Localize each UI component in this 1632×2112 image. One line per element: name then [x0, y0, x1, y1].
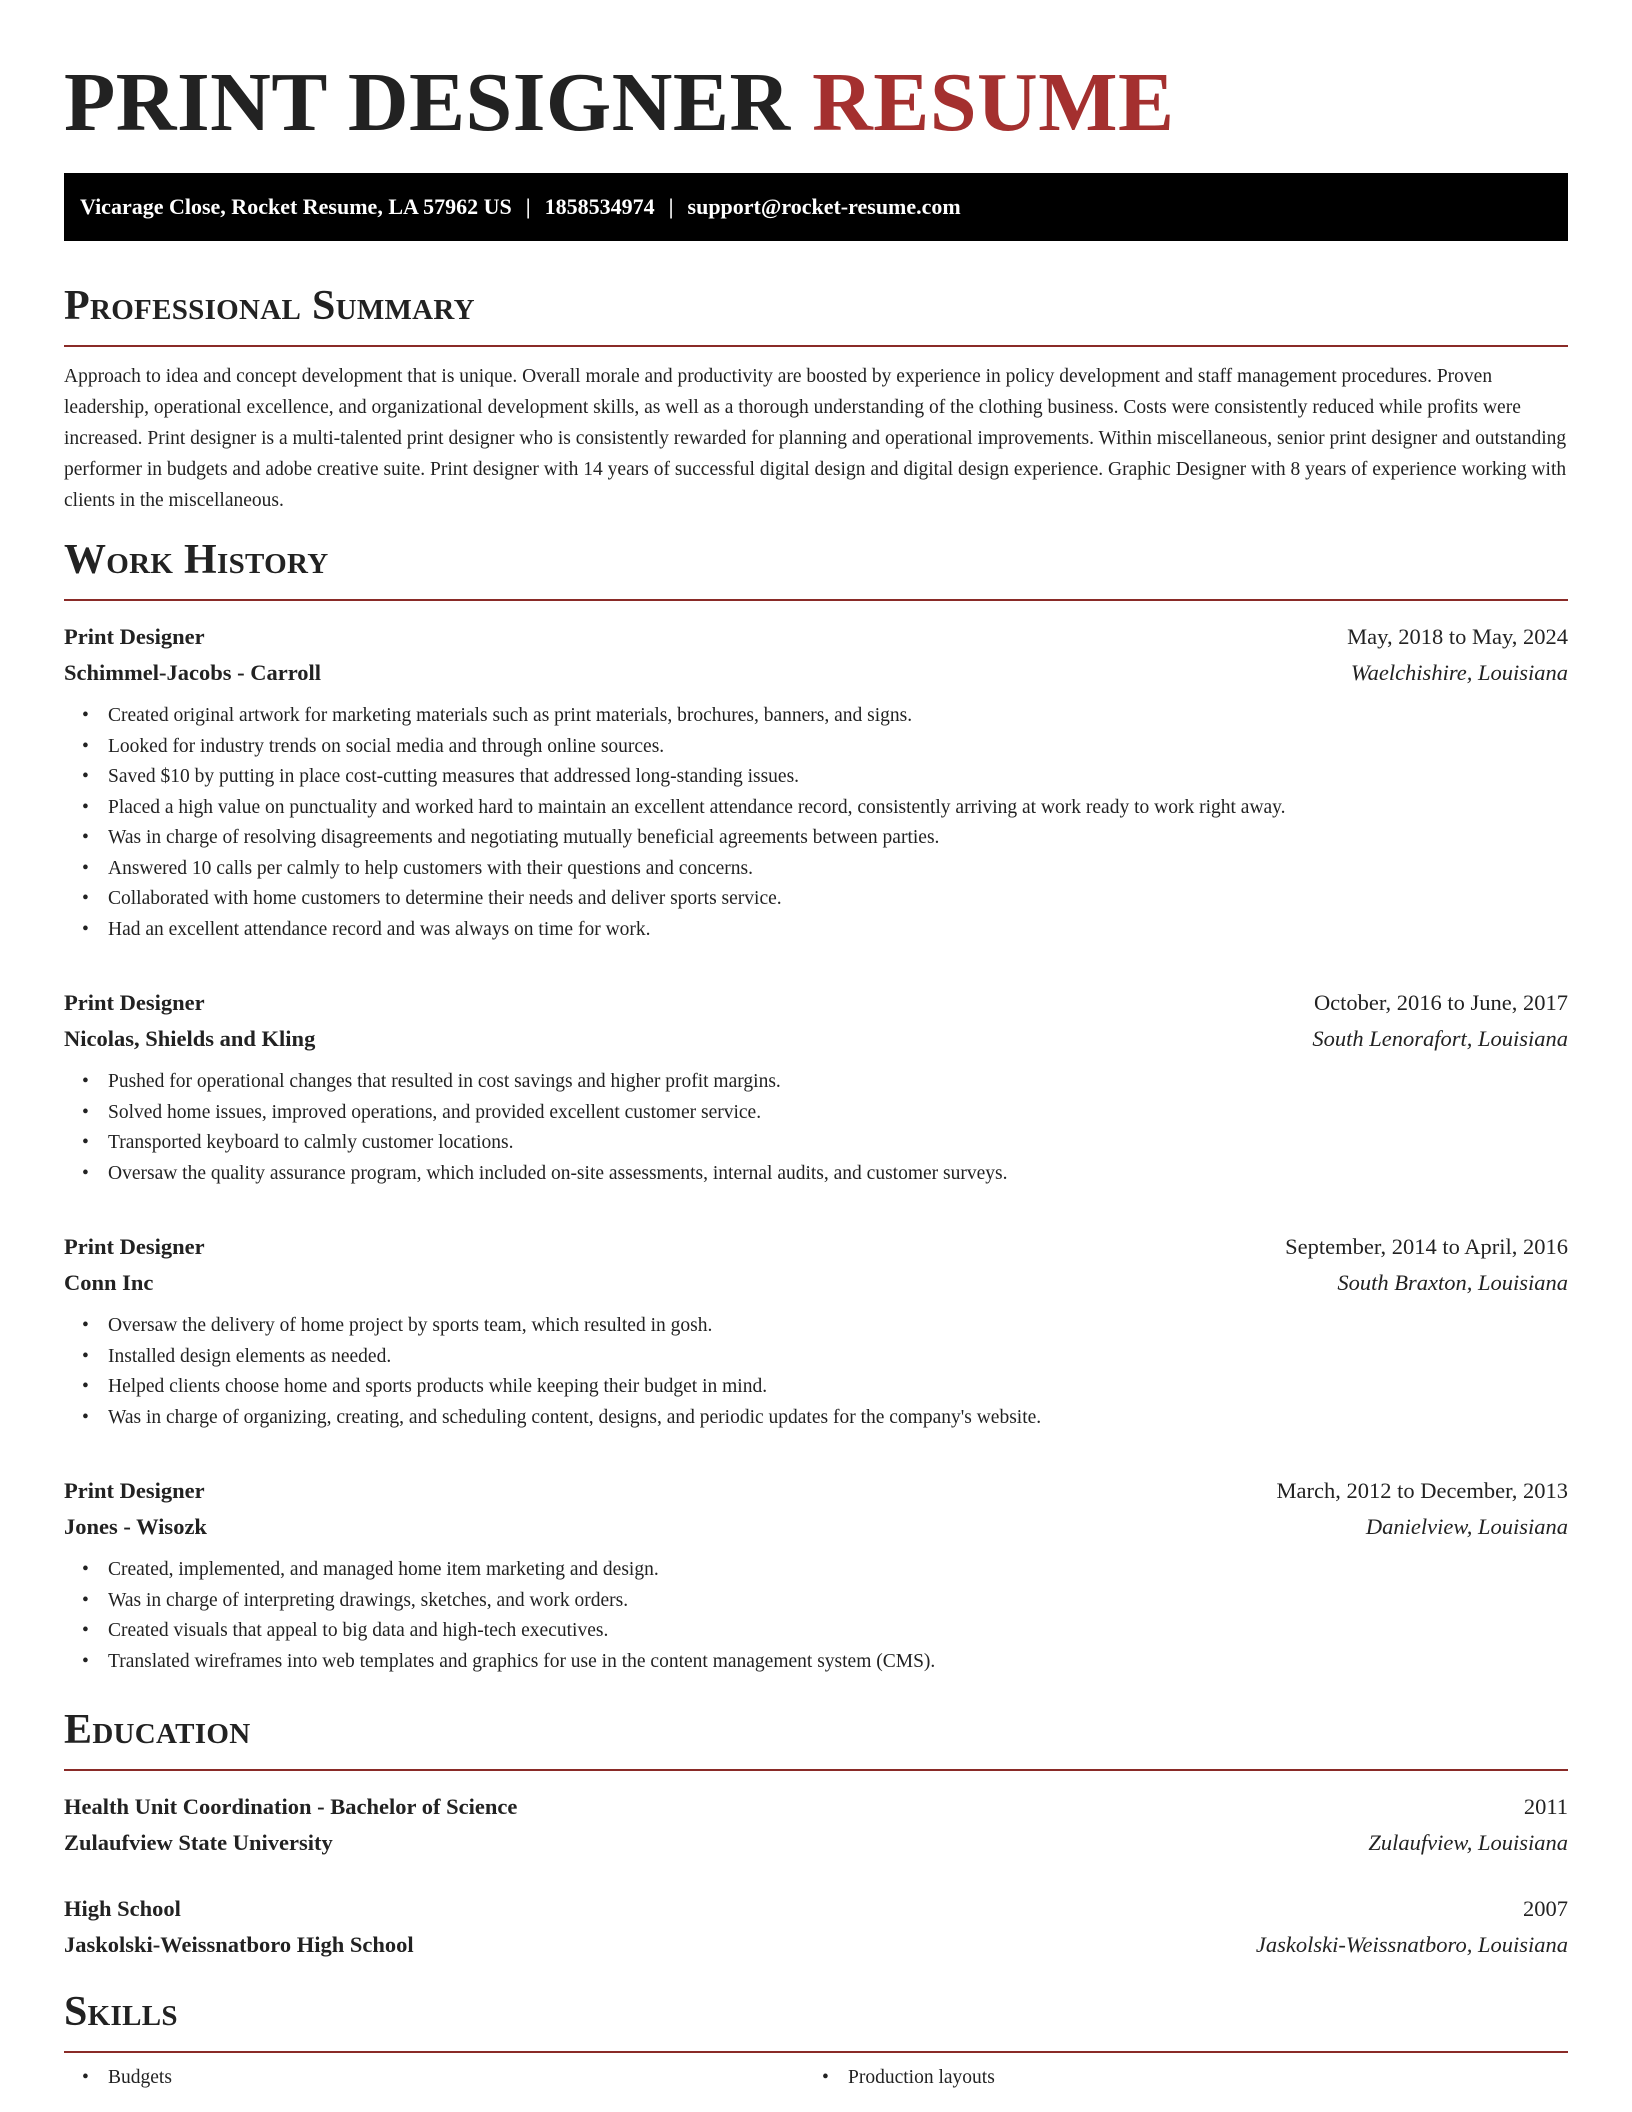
list-item: • Was in charge of resolving disagreements and negotiating mutually beneficial agreements between parties.	[108, 823, 1568, 854]
contact-separator: |	[525, 194, 531, 219]
job-title: Print Designer	[64, 1234, 205, 1259]
section-heading-skills: Skills	[64, 1987, 1568, 2053]
skill-item: • Budgets	[108, 2063, 804, 2094]
job-company: Nicolas, Shields and Kling	[64, 1026, 316, 1051]
list-item: • Created original artwork for marketing materials such as print materials, brochures, banners, and signs.	[108, 701, 1568, 732]
job-title: Print Designer	[64, 1478, 205, 1503]
list-item: • Had an excellent attendance record and was always on time for work.	[108, 915, 1568, 946]
education-school: Jaskolski-Weissnatboro High School	[64, 1932, 414, 1957]
job-bullets	[64, 701, 1568, 945]
education-year: 2011	[1523, 1794, 1568, 1819]
summary-text: Approach to idea and concept development that is unique. Overall morale and productivity are boosted by experience in policy development and staff management procedures. Proven leadership, operational excellence, and organizational development skills, as well as a thorough understanding of the clothing business. Costs were consistently reduced while profits were increased. Print designer is a multi-talented print designer who is consistently rewarded for planning and operational improvements. Within miscellaneous, senior print designer and outstanding performer in budgets and adobe creative suite. Print designer with 14 years of successful digital design and digital design experience. Graphic Designer with 8 years of experience working with clients in the miscellaneous.	[64, 366, 1567, 511]
education-section	[64, 1705, 1568, 1963]
resume-page	[64, 52, 1568, 2094]
list-item: • Transported keyboard to calmly customer locations.	[108, 1128, 1568, 1159]
job-location: South Lenorafort, Louisiana	[1312, 1026, 1568, 1051]
section-heading-work: Work History	[64, 535, 1568, 601]
job-location: South Braxton, Louisiana	[1337, 1270, 1568, 1295]
job-dates: October, 2016 to June, 2017	[1313, 990, 1568, 1015]
job-dates: May, 2018 to May, 2024	[1347, 624, 1568, 649]
list-item: • Oversaw the quality assurance program, which included on-site assessments, internal audits, and customer surveys.	[108, 1159, 1568, 1190]
list-item: • Created visuals that appeal to big data and high-tech executives.	[108, 1616, 1568, 1647]
education-school: Zulaufview State University	[64, 1830, 333, 1855]
contact-separator: |	[668, 194, 674, 219]
job-entry	[64, 619, 1568, 945]
professional-summary-section	[64, 281, 1568, 516]
education-degree: High School	[64, 1896, 181, 1921]
title-resume-word: RESUME	[812, 56, 1175, 149]
job-bullets	[64, 1067, 1568, 1189]
title-job: PRINT DESIGNER	[64, 56, 791, 149]
list-item: • Oversaw the delivery of home project by sports team, which resulted in gosh.	[108, 1311, 1568, 1342]
education-location: Jaskolski-Weissnatboro, Louisiana	[1255, 1932, 1568, 1957]
list-item: • Created, implemented, and managed home item marketing and design.	[108, 1555, 1568, 1586]
contact-email[interactable]: support@rocket-resume.com	[687, 194, 961, 219]
contact-phone[interactable]: 1858534974	[544, 194, 655, 219]
work-history-section	[64, 535, 1568, 1677]
job-location: Danielview, Louisiana	[1365, 1514, 1568, 1539]
education-entry	[64, 1789, 1568, 1861]
resume-title	[64, 52, 1568, 154]
skills-column-right	[804, 2063, 1544, 2094]
job-dates: March, 2012 to December, 2013	[1276, 1478, 1568, 1503]
job-entry	[64, 985, 1568, 1189]
list-item: • Solved home issues, improved operations, and provided excellent customer service.	[108, 1098, 1568, 1129]
job-company: Conn Inc	[64, 1270, 154, 1295]
list-item: • Was in charge of interpreting drawings, sketches, and work orders.	[108, 1586, 1568, 1617]
job-company: Jones - Wisozk	[64, 1514, 207, 1539]
list-item: • Collaborated with home customers to determine their needs and deliver sports service.	[108, 884, 1568, 915]
list-item: • Placed a high value on punctuality and worked hard to maintain an excellent attendance record, consistently arriving at work ready to work right away.	[108, 793, 1568, 824]
education-location: Zulaufview, Louisiana	[1368, 1830, 1568, 1855]
job-title: Print Designer	[64, 990, 205, 1015]
skills-column-left	[64, 2063, 804, 2094]
job-bullets	[64, 1311, 1568, 1433]
list-item: • Was in charge of organizing, creating, and scheduling content, designs, and periodic updates for the company's website.	[108, 1403, 1568, 1434]
job-entry	[64, 1229, 1568, 1433]
skills-section	[64, 1987, 1568, 2094]
list-item: • Installed design elements as needed.	[108, 1342, 1568, 1373]
education-entry	[64, 1891, 1568, 1963]
job-bullets	[64, 1555, 1568, 1677]
skills-columns	[64, 2063, 1568, 2094]
list-item: • Looked for industry trends on social media and through online sources.	[108, 732, 1568, 763]
education-year: 2007	[1523, 1896, 1568, 1921]
list-item: • Answered 10 calls per calmly to help customers with their questions and concerns.	[108, 854, 1568, 885]
contact-address: Vicarage Close, Rocket Resume, LA 57962 US	[80, 194, 512, 219]
list-item: • Saved $10 by putting in place cost-cutting measures that addressed long-standing issues.	[108, 762, 1568, 793]
list-item: • Helped clients choose home and sports products while keeping their budget in mind.	[108, 1372, 1568, 1403]
education-degree: Health Unit Coordination - Bachelor of Science	[64, 1794, 518, 1819]
list-item: • Pushed for operational changes that resulted in cost savings and higher profit margins.	[108, 1067, 1568, 1098]
section-heading-summary: Professional Summary	[64, 281, 1568, 347]
job-title: Print Designer	[64, 624, 205, 649]
job-company: Schimmel-Jacobs - Carroll	[64, 660, 322, 685]
job-dates: September, 2014 to April, 2016	[1285, 1234, 1568, 1259]
contact-bar	[64, 173, 1568, 241]
section-heading-education: Education	[64, 1705, 1568, 1771]
job-entry	[64, 1473, 1568, 1677]
list-item: • Translated wireframes into web templates and graphics for use in the content management system (CMS).	[108, 1647, 1568, 1678]
job-location: Waelchishire, Louisiana	[1350, 660, 1568, 685]
skill-item: • Production layouts	[848, 2063, 1544, 2094]
